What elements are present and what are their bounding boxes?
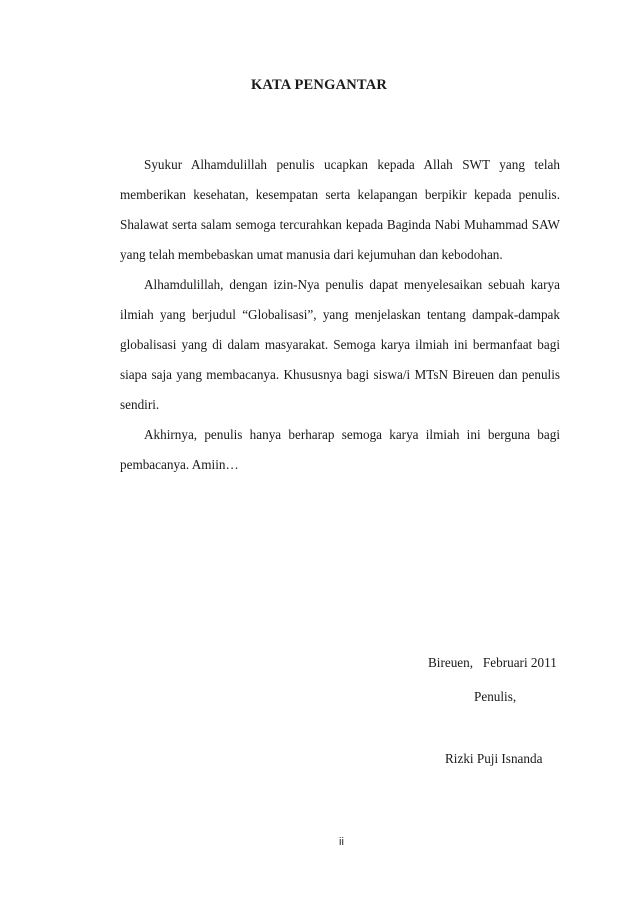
page-number: ii (339, 836, 344, 848)
paragraph-2: Alhamdulillah, dengan izin-Nya penulis dapat menyelesaikan sebuah karya ilmiah yang berjudul “Globalisasi”, yang menjelaskan tentang dampak-dampak globalisasi yang di dalam masyarakat. Semoga karya ilmiah ini bermanfaat bagi siapa saja yang membacanya. Khususnya bagi siswa/i MTsN Bireuen dan penulis sendiri. (120, 277, 560, 412)
signature-role: Penulis, (474, 689, 517, 704)
signature-place-date: Bireuen, Februari 2011 (428, 655, 557, 670)
paragraph-3: Akhirnya, penulis hanya berharap semoga karya ilmiah ini berguna bagi pembacanya. Amiin… (120, 427, 560, 472)
paragraph-1: Syukur Alhamdulillah penulis ucapkan kepada Allah SWT yang telah memberikan kesehatan, kesempatan serta kelapangan berpikir kepada penulis. Shalawat serta salam semoga tercurahkan kepada Baginda Nabi Muhammad SAW yang telah membebaskan umat manusia dari kejumuhan dan kebodohan. (120, 157, 560, 262)
page-title: KATA PENGANTAR (250, 77, 388, 93)
document-body (120, 150, 560, 480)
signature-name: Rizki Puji Isnanda (445, 751, 543, 766)
